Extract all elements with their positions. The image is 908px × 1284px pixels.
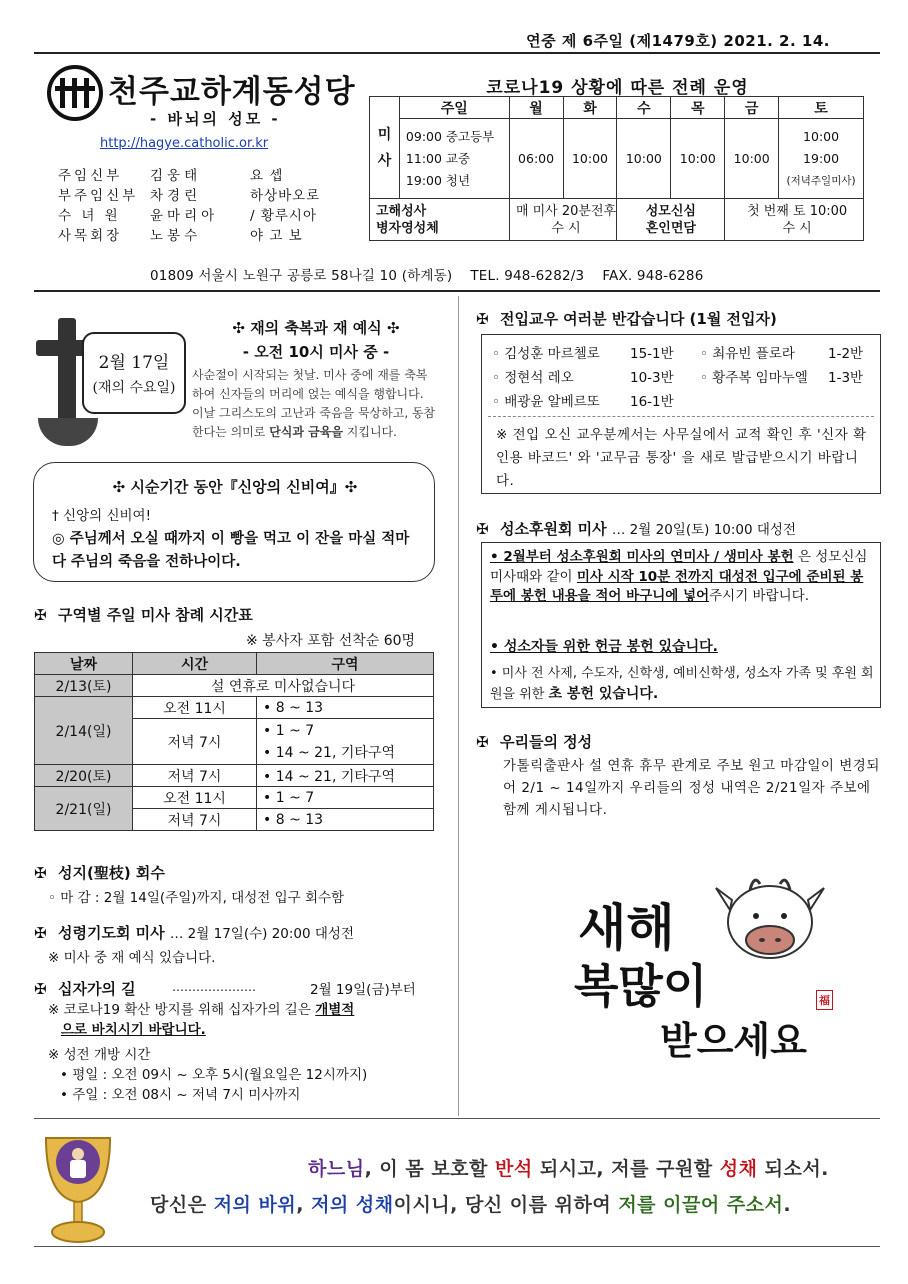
lent-line1: † 신앙의 신비여! xyxy=(52,508,151,524)
transfer-heading: ✠ 전입교우 여러분 반갑습니다 (1월 전입자) xyxy=(476,310,777,328)
table-row: 2/20(토) 저녁 7시 • 14 ~ 21, 기타구역 xyxy=(35,765,434,787)
parish-name: 천주교하계동성당 xyxy=(108,74,356,110)
weekday-time: 10:00 xyxy=(671,119,725,199)
cross-mark-icon: ✠ xyxy=(34,924,47,942)
mass-label: 미 사 xyxy=(370,97,400,199)
col-header: 구역 xyxy=(257,653,434,675)
issue-line: 연중 제 6주일 (제1479호) 2021. 2. 14. xyxy=(526,32,830,50)
cross-mark-icon: ✠ xyxy=(34,980,47,998)
parish-subtitle: - 바뇌의 성모 - xyxy=(150,110,281,128)
support-heading: ✠ 성소후원회 미사 … 2월 20일(토) 10:00 대성전 xyxy=(476,520,797,538)
list-item: ◦ 김성훈 마르첼로 15-1반 xyxy=(492,346,674,362)
cross-mark-icon: ✠ xyxy=(34,864,47,882)
transfer-divider xyxy=(488,416,874,417)
day-header: 목 xyxy=(671,97,725,119)
staff-row: 부주임신부 차경린 하상바오로 xyxy=(58,188,321,204)
spirit-heading: ✠ 성령기도회 미사 … 2월 17일(수) 20:00 대성전 xyxy=(34,924,355,942)
district-heading: ✠ 구역별 주일 미사 참례 시간표 xyxy=(34,606,253,624)
palm-line: ◦ 마 감 : 2월 14일(주일)까지, 대성전 입구 회수함 xyxy=(48,890,345,906)
liturgy-table xyxy=(369,96,864,241)
day-header: 화 xyxy=(563,97,617,119)
cross-note: ※ 코로나19 확산 방지를 위해 십자가의 길은 개별적 으로 바치시기 바랍니다. xyxy=(48,1002,355,1038)
liturgy-title: 코로나19 상황에 따른 전례 운영 xyxy=(486,78,749,98)
list-item: ◦ 배광윤 알베르또 16-1반 xyxy=(492,394,674,410)
ash-bowl-icon xyxy=(38,418,98,446)
parish-url-link[interactable]: http://hagye.catholic.or.kr xyxy=(100,136,269,151)
devotion-value: 첫 번째 토 10:00 수 시 xyxy=(725,199,864,241)
address-line: 01809 서울시 노원구 공릉로 58나길 10 (하계동) TEL. 948-6282/3 FAX. 948-6286 xyxy=(150,268,704,284)
open-hours-weekday: • 평일 : 오전 09시 ~ 오후 5시(월요일은 12시까지) xyxy=(60,1067,368,1083)
district-table xyxy=(34,652,434,831)
header-bottom-rule xyxy=(34,290,880,292)
ciborium-icon xyxy=(40,1128,116,1246)
offering-heading: ✠ 우리들의 정성 xyxy=(476,733,593,751)
column-divider xyxy=(458,296,459,1116)
day-header: 주일 xyxy=(399,97,509,119)
staff-list xyxy=(58,166,348,246)
footer-bottom-rule xyxy=(34,1246,880,1247)
list-item: ◦ 정현석 레오 10-3반 xyxy=(492,370,674,386)
staff-row: 주임신부 김웅태 요 셉 xyxy=(58,168,284,184)
col-header: 시간 xyxy=(133,653,257,675)
list-item: ◦ 황주복 임마누엘 1-3반 xyxy=(700,370,864,386)
palm-heading: ✠ 성지(聖枝) 회수 xyxy=(34,864,165,882)
ash-subtitle: - 오전 10시 미사 중 - xyxy=(242,343,390,361)
day-header: 수 xyxy=(617,97,671,119)
confession-value: 매 미사 20분전후 수 시 xyxy=(509,199,617,241)
cross-mark-icon: ✠ xyxy=(476,520,489,538)
list-item: ◦ 최유빈 플로라 1-2반 xyxy=(700,346,864,362)
new-year-greeting: 새해 복많이 받으세요 福 xyxy=(570,860,880,1080)
weekday-time: 10:00 xyxy=(617,119,671,199)
transfer-note: ※ 전입 오신 교우분께서는 사무실에서 교적 확인 후 '신자 확인용 바코드' 와 '교무금 통장' 을 새로 발급받으시기 바랍니다. xyxy=(496,427,867,489)
sunday-times: 09:00 중고등부 11:00 교중 19:00 청년 xyxy=(399,119,509,199)
staff-row: 수 녀 원 윤마리아 / 황루시아 xyxy=(58,208,318,224)
support-paragraph-1: • 2월부터 성소후원회 미사의 연미사 / 생미사 봉헌 은 성모신심미사때와 같이 미사 시작 10분 전까지 대성전 입구에 준비된 봉투에 봉헌 내용을 적어 바구니에 넣어주시기 바랍니다. xyxy=(490,549,868,604)
footer-top-rule xyxy=(34,1118,880,1119)
staff-row: 사목회장 노봉수 야 고 보 xyxy=(58,228,303,244)
weekday-time: 06:00 xyxy=(509,119,563,199)
cross-dots: ………………… xyxy=(172,980,256,994)
cross-detail: 2월 19일(금)부터 xyxy=(310,982,416,998)
day-header: 토 xyxy=(779,97,864,119)
footer-prayer-line1: 하느님, 이 몸 보호할 반석 되시고, 저를 구원할 성채 되소서. xyxy=(308,1158,829,1180)
ash-title: ✣ 재의 축복과 재 예식 ✣ xyxy=(232,319,400,337)
cross-mark-icon: ✠ xyxy=(476,733,489,751)
table-row: 저녁 7시 • 8 ~ 13 xyxy=(35,809,434,831)
weekday-time: 10:00 xyxy=(725,119,779,199)
cross-mark-icon: ✠ xyxy=(476,310,489,328)
confession-label: 고해성사 병자영성체 xyxy=(370,199,510,241)
parish-logo-icon xyxy=(46,64,104,122)
open-hours-title: ※ 성전 개방 시간 xyxy=(48,1047,151,1063)
table-row: 저녁 7시 • 1 ~ 7 • 14 ~ 21, 기타구역 xyxy=(35,719,434,765)
header-rule xyxy=(34,52,880,54)
footer-prayer-line2: 당신은 저의 바위, 저의 성채이시니, 당신 이름 위하여 저를 이끌어 주소서. xyxy=(150,1194,792,1216)
cow-icon xyxy=(710,870,830,970)
ash-date-card: 2월 17일 (재의 수요일) xyxy=(82,332,186,414)
cross-mark-icon: ✠ xyxy=(34,606,47,624)
ash-description: 사순절이 시작되는 첫날. 미사 중에 재를 축복하여 신자들의 머리에 얹는 예식을 행합니다. 이날 그리스도의 고난과 죽음을 묵상하고, 동참한다는 의미로 단식과 금육을 지킵니다. xyxy=(192,368,436,439)
lent-line2: ◎ 주님께서 오실 때까지 이 빵을 먹고 이 잔을 마실 적마다 주님의 죽음을 전하나이다. xyxy=(52,531,410,570)
open-hours-sunday: • 주일 : 오전 08시 ~ 저녁 7시 미사까지 xyxy=(60,1087,301,1103)
saturday-times: 10:00 19:00 (저녁주일미사) xyxy=(779,119,864,199)
support-paragraph-3: • 미사 전 사제, 수도자, 신학생, 예비신학생, 성소자 가족 및 후원 회원을 위한 초 봉헌 있습니다. xyxy=(490,666,874,702)
district-note: ※ 봉사자 포함 선착순 60명 xyxy=(246,633,416,649)
table-row: 2/14(일) 오전 11시 • 8 ~ 13 xyxy=(35,697,434,719)
offering-text: 가톨릭출판사 설 연휴 휴무 관계로 주보 원고 마감일이 변경되어 2/1 ~ 14일까지 우리들의 정성 내역은 2/21일자 주보에 함께 게시됩니다. xyxy=(503,758,880,818)
day-header: 월 xyxy=(509,97,563,119)
day-header: 금 xyxy=(725,97,779,119)
table-row: 2/13(토) 설 연휴로 미사없습니다 xyxy=(35,675,434,697)
devotion-label: 성모신심 혼인면담 xyxy=(617,199,725,241)
table-row: 2/21(일) 오전 11시 • 1 ~ 7 xyxy=(35,787,434,809)
spirit-note: ※ 미사 중 재 예식 있습니다. xyxy=(48,950,216,966)
lent-title: ✣ 시순기간 동안『신앙의 신비여』✣ xyxy=(112,478,358,496)
weekday-time: 10:00 xyxy=(563,119,617,199)
cross-heading: ✠ 십자가의 길 xyxy=(34,980,136,998)
col-header: 날짜 xyxy=(35,653,133,675)
support-paragraph-2: • 성소자들 위한 헌금 봉헌 있습니다. xyxy=(490,639,718,655)
